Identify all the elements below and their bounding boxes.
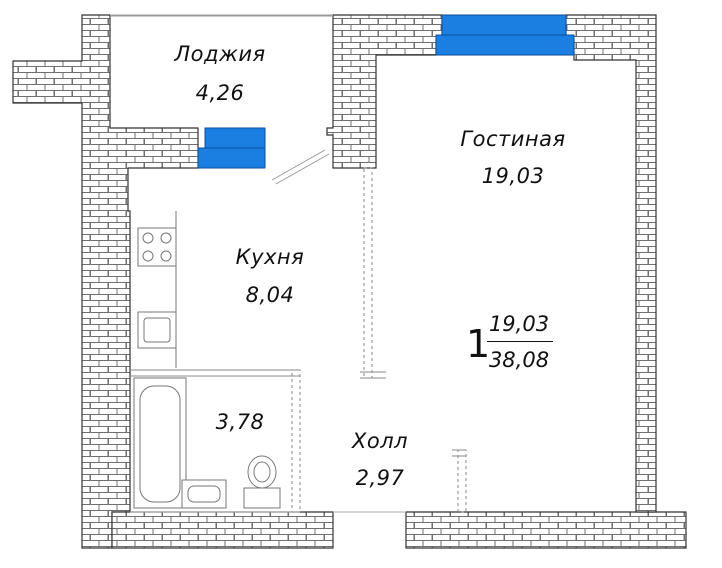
room-name-living: Гостиная	[460, 127, 566, 151]
toilet-tank	[244, 488, 280, 508]
window-kitchen	[205, 128, 265, 148]
window-top-inner	[436, 35, 574, 55]
fraction-line	[487, 341, 553, 342]
living-area-value: 19,03	[488, 312, 550, 336]
top-wall-left-part	[327, 15, 442, 168]
room-name-kitchen: Кухня	[235, 245, 305, 269]
room-area-living: 19,03	[481, 164, 545, 188]
room-area-kitchen: 8,04	[245, 283, 295, 307]
stove	[138, 228, 176, 266]
rooms-count: 1	[466, 322, 491, 366]
room-name-hall: Холл	[351, 429, 409, 453]
room-area-hall: 2,97	[355, 466, 405, 490]
bottom-wall-right	[406, 512, 686, 548]
room-area-bathroom: 3,78	[215, 410, 265, 434]
room-area-loggia: 4,26	[195, 81, 245, 105]
room-name-loggia: Лоджия	[174, 42, 266, 66]
balcony-door	[272, 150, 329, 184]
top-wall-right-part	[566, 15, 656, 512]
bathroom-fixtures	[134, 378, 280, 508]
window-top	[442, 15, 566, 35]
total-area-value: 38,08	[488, 348, 550, 372]
kitchen-fixtures	[138, 211, 176, 368]
window-kitchen-inner	[198, 148, 265, 168]
loggia-outline	[110, 15, 333, 16]
bottom-wall-left	[112, 512, 333, 548]
